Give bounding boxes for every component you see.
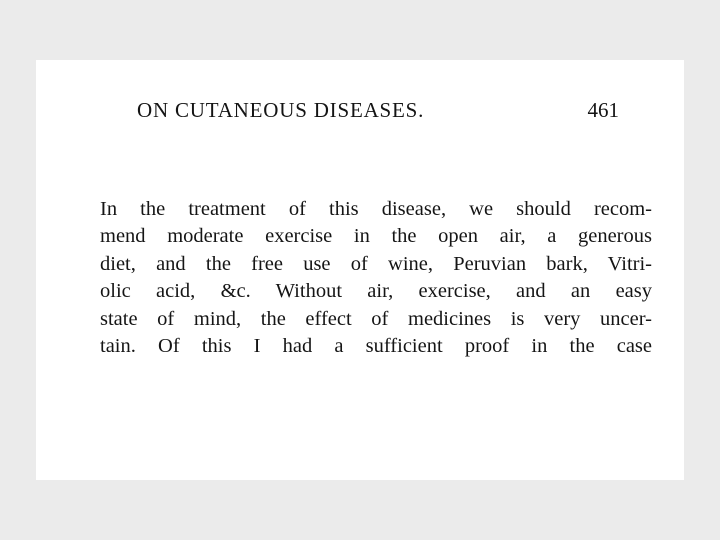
text-line: state of mind, the effect of medicines is very uncer- — [100, 307, 652, 330]
text-line: olic acid, &c. Without air, exercise, and an easy — [100, 280, 652, 303]
running-title: ON CUTANEOUS DISEASES. — [137, 98, 425, 122]
text-line: In the treatment of this disease, we should recom- — [100, 198, 652, 220]
text-line: tain. Of this I had a sufficient proof in the case — [100, 334, 652, 357]
text-line: diet, and the free use of wine, Peruvian bark, Vitri- — [100, 252, 652, 275]
running-head — [137, 95, 619, 125]
text-line: mend moderate exercise in the open air, a generous — [100, 225, 652, 248]
page-number: 461 — [587, 98, 619, 122]
body-paragraph — [100, 196, 652, 360]
